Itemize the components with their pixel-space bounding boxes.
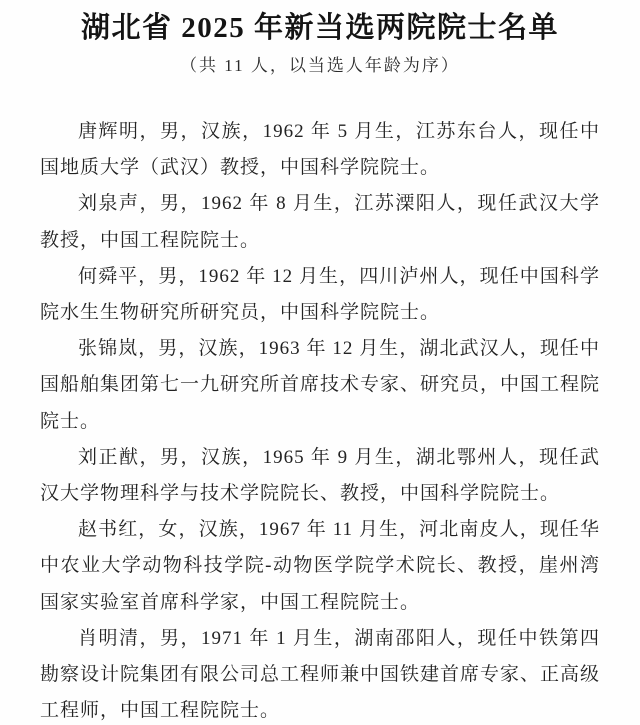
academician-entry: 赵书红，女，汉族，1967 年 11 月生，河北南皮人，现任华中农业大学动物科技学院-动物医学院学术院长、教授，崖州湾国家实验室首席科学家，中国工程院院士。 <box>40 519 600 613</box>
academician-entry: 肖明清，男，1971 年 1 月生，湖南邵阳人，现任中铁第四勘察设计院集团有限公司总工程师兼中国铁建首席专家、正高级工程师，中国工程院院士。 <box>40 627 601 722</box>
academician-list <box>0 114 640 725</box>
academician-entry: 刘泉声，男，1962 年 8 月生，江苏溧阳人，现任武汉大学教授，中国工程院院士。 <box>40 193 600 251</box>
academician-entry: 张锦岚，男，汉族，1963 年 12 月生，湖北武汉人，现任中国船舶集团第七一九研究所首席技术专家、研究员，中国工程院院士。 <box>40 338 601 432</box>
academician-entry: 刘正猷，男，汉族，1965 年 9 月生，湖北鄂州人，现任武汉大学物理科学与技术学院院长、教授，中国科学院院士。 <box>40 446 600 505</box>
document-subtitle: （共 11 人，以当选人年龄为序） <box>180 56 460 75</box>
academician-entry: 唐辉明，男，汉族，1962 年 5 月生，江苏东台人，现任中国地质大学（武汉）教授，中国科学院院士。 <box>40 121 600 179</box>
academician-entry: 何舜平，男，1962 年 12 月生，四川泸州人，现任中国科学院水生生物研究所研究员，中国科学院院士。 <box>40 265 600 324</box>
document-title: 湖北省 2025 年新当选两院院士名单 <box>80 12 559 44</box>
